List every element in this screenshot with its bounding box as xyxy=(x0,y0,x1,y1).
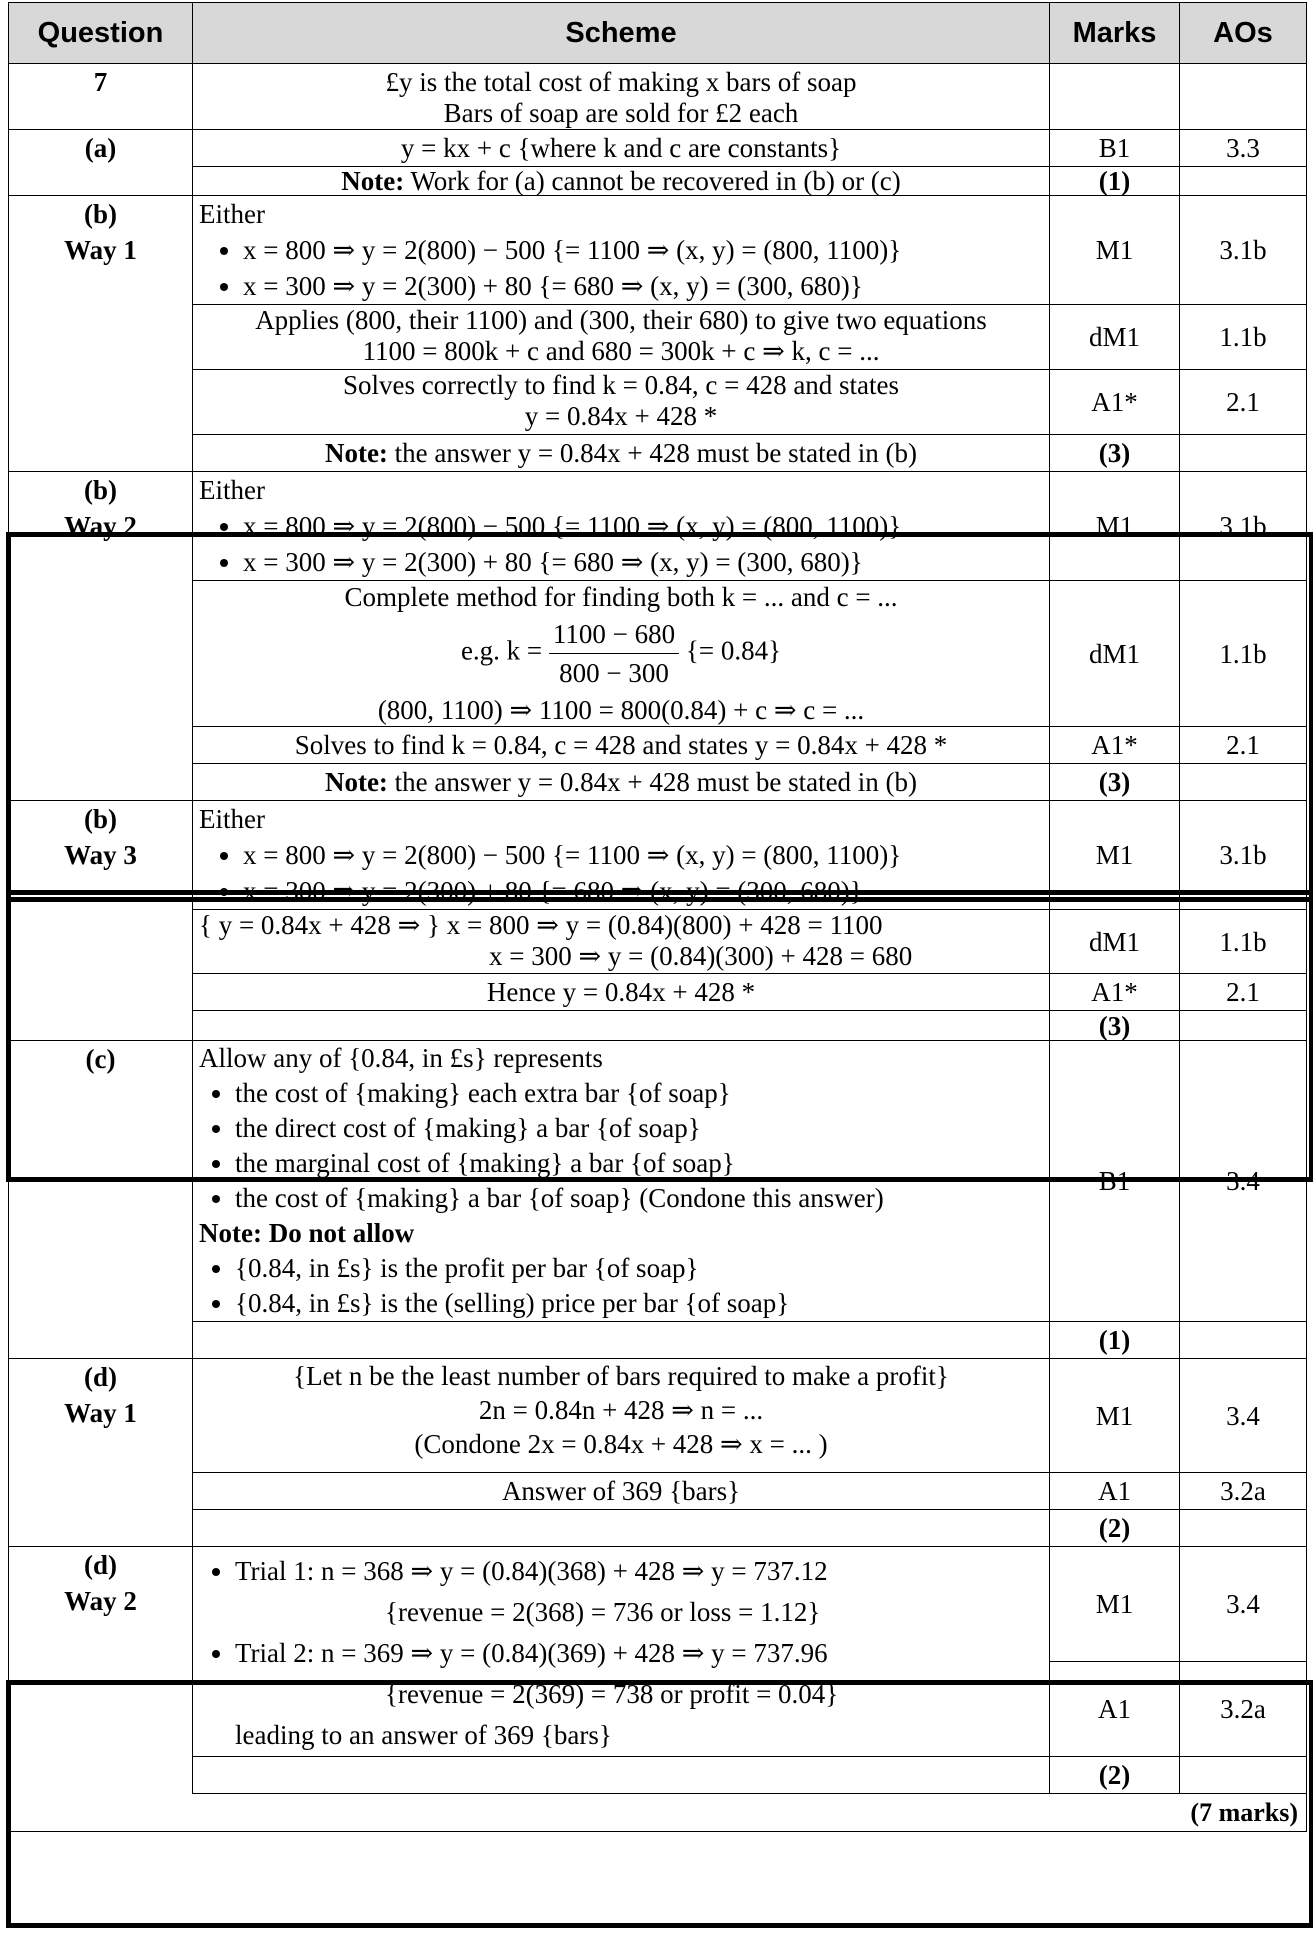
total-marks: (7 marks) xyxy=(9,1794,1307,1832)
scheme-text: { y = 0.84x + 428 ⇒ } x = 800 ⇒ y = (0.84)(800) + 428 = 1100 x = 300 ⇒ y = (0.84)(300) + 428 = 680 xyxy=(193,910,1050,974)
part-label: (b) Way 1 xyxy=(9,196,193,472)
ao: 3.4 xyxy=(1180,1041,1307,1322)
allowed-answer: • the direct cost of {making} a bar {of soap} xyxy=(235,1111,1043,1146)
allowed-answer: • the marginal cost of {making} a bar {of soap} xyxy=(235,1146,1043,1181)
ao: 3.2a xyxy=(1180,1473,1307,1510)
question-header: Question xyxy=(9,3,193,64)
part-label: (c) xyxy=(9,1041,193,1359)
note-label: Note: xyxy=(341,166,405,196)
mark: B1 xyxy=(1050,1041,1180,1322)
mark: M1 xyxy=(1050,1547,1180,1662)
note: Note: the answer y = 0.84x + 428 must be stated in (b) xyxy=(193,435,1050,472)
part-d-way2-row xyxy=(9,1547,1307,1662)
ao: 3.4 xyxy=(1180,1547,1307,1662)
ao: 3.1b xyxy=(1180,801,1307,910)
intro-line: Bars of soap are sold for £2 each xyxy=(443,98,799,128)
marks-header: Marks xyxy=(1050,3,1180,64)
part-a-row xyxy=(9,130,1307,167)
question-number: 7 xyxy=(9,64,193,130)
footer-row xyxy=(9,1794,1307,1832)
scheme-text: Complete method for finding both k = ... and c = ... e.g. k = $\frac{1100 - 680}{800 - 300}$ {= 0.84} (800, 1100) ⇒ 1100 = 800(0.84) + c ⇒ c = ... xyxy=(193,581,1050,727)
scheme-row xyxy=(9,910,1307,974)
ao: 1.1b xyxy=(1180,581,1307,727)
part-b-way1-row xyxy=(9,196,1307,305)
part-d-way1-row xyxy=(9,1359,1307,1473)
subtotal: (2) xyxy=(1050,1757,1180,1794)
question-row xyxy=(9,64,1307,130)
scheme-text: Either • x = 800 ⇒ y = 2(800) − 500 {= 1100 ⇒ (x, y) = (800, 1100)} • x = 300 ⇒ y = 2(300) + 80 {= 680 ⇒ (x, y) = (300, 680)} xyxy=(193,196,1050,305)
part-c-row xyxy=(9,1041,1307,1322)
part-label: (d) Way 1 xyxy=(9,1359,193,1547)
note-row xyxy=(9,167,1307,196)
mark-scheme-table xyxy=(8,2,1307,1832)
scheme-text: Solves to find k = 0.84, c = 428 and states y = 0.84x + 428 * xyxy=(193,727,1050,764)
note-row xyxy=(9,435,1307,472)
scheme-text: • Trial 1: n = 368 ⇒ y = (0.84)(368) + 428 ⇒ y = 737.12 {revenue = 2(368) = 736 or loss = 1.12} • Trial 2: n = 369 ⇒ y = (0.84)(369) + 428 ⇒ y = 737.96 {revenue = 2(369) = 738 or profit = 0.04} leading to an answer of 369 {bars} xyxy=(193,1547,1050,1757)
subtotal: (3) xyxy=(1050,764,1180,801)
mark: A1 xyxy=(1050,1662,1180,1757)
part-b-way2-row xyxy=(9,472,1307,581)
subtotal: (3) xyxy=(1050,435,1180,472)
subtotal: (1) xyxy=(1050,1322,1180,1359)
scheme-text: Answer of 369 {bars} xyxy=(193,1473,1050,1510)
mark: M1 xyxy=(1050,1359,1180,1473)
ao: 3.4 xyxy=(1180,1359,1307,1473)
mark: dM1 xyxy=(1050,581,1180,727)
part-label: (a) xyxy=(9,130,193,167)
note-row xyxy=(9,764,1307,801)
subtotal: (2) xyxy=(1050,1510,1180,1547)
mark: A1 xyxy=(1050,1473,1180,1510)
scheme-text: y = kx + c {where k and c are constants} xyxy=(193,130,1050,167)
scheme-row xyxy=(9,370,1307,435)
part-label: (b) Way 2 xyxy=(9,472,193,801)
disallowed-answer: • {0.84, in £s} is the (selling) price per bar {of soap} xyxy=(235,1286,1043,1321)
total-row xyxy=(9,1510,1307,1547)
mark: B1 xyxy=(1050,130,1180,167)
mark: A1* xyxy=(1050,370,1180,435)
ao: 2.1 xyxy=(1180,727,1307,764)
mark: dM1 xyxy=(1050,910,1180,974)
scheme-row xyxy=(9,1473,1307,1510)
mark: A1* xyxy=(1050,974,1180,1011)
ao: 2.1 xyxy=(1180,370,1307,435)
mark: M1 xyxy=(1050,801,1180,910)
scheme-text: Either • x = 800 ⇒ y = 2(800) − 500 {= 1100 ⇒ (x, y) = (800, 1100)} • x = 300 ⇒ y = 2(300) + 80 {= 680 ⇒ (x, y) = (300, 680)} xyxy=(193,801,1050,910)
total-row xyxy=(9,1757,1307,1794)
total-row xyxy=(9,1011,1307,1041)
scheme-text: Hence y = 0.84x + 428 * xyxy=(193,974,1050,1011)
aos-header: AOs xyxy=(1180,3,1307,64)
total-row xyxy=(9,1322,1307,1359)
scheme-text: {Let n be the least number of bars required to make a profit} 2n = 0.84n + 428 ⇒ n = ... (Condone 2x = 0.84x + 428 ⇒ x = ... ) xyxy=(193,1359,1050,1473)
fraction: $\frac{1100 - 680}{800 - 300}$ xyxy=(549,615,679,692)
subtotal: (1) xyxy=(1050,167,1180,196)
part-b-way3-row xyxy=(9,801,1307,910)
ao: 3.3 xyxy=(1180,130,1307,167)
mark-scheme xyxy=(8,2,1306,1832)
ao: 3.1b xyxy=(1180,196,1307,305)
allowed-answer: • the cost of {making} each extra bar {of soap} xyxy=(235,1076,1043,1111)
ao: 2.1 xyxy=(1180,974,1307,1011)
note: Note: the answer y = 0.84x + 428 must be stated in (b) xyxy=(193,764,1050,801)
mark: M1 xyxy=(1050,196,1180,305)
note xyxy=(193,167,1050,196)
scheme-row xyxy=(9,581,1307,727)
ao: 1.1b xyxy=(1180,305,1307,370)
mark: dM1 xyxy=(1050,305,1180,370)
intro-line: £y is the total cost of making x bars of soap xyxy=(385,67,857,97)
scheme-row xyxy=(9,727,1307,764)
scheme-text: Solves correctly to find k = 0.84, c = 428 and states y = 0.84x + 428 * xyxy=(193,370,1050,435)
ao: 1.1b xyxy=(1180,910,1307,974)
note-text: Work for (a) cannot be recovered in (b) or (c) xyxy=(404,166,901,196)
allowed-answer: • the cost of {making} a bar {of soap} (Condone this answer) xyxy=(235,1181,1043,1216)
part-label: (d) Way 2 xyxy=(9,1547,193,1794)
scheme-row xyxy=(9,974,1307,1011)
ao: 3.1b xyxy=(1180,472,1307,581)
scheme-text: Either • x = 800 ⇒ y = 2(800) − 500 {= 1100 ⇒ (x, y) = (800, 1100)} • x = 300 ⇒ y = 2(300) + 80 {= 680 ⇒ (x, y) = (300, 680)} xyxy=(193,472,1050,581)
header-row xyxy=(9,3,1307,64)
mark: M1 xyxy=(1050,472,1180,581)
disallowed-answer: • {0.84, in £s} is the profit per bar {of soap} xyxy=(235,1251,1043,1286)
subtotal: (3) xyxy=(1050,1011,1180,1041)
scheme-text: Allow any of {0.84, in £s} represents • the cost of {making} each extra bar {of soap} • the direct cost of {making} a bar {of soap} • the marginal cost of {making} a bar {of soap} • the cost of {making} a bar {of soap} (Condone this answer) Note: Do not allow • {0.84, in £s} is the profit per bar {of soap} • {0.84, in £s} is the (selling) price per bar {of soap} xyxy=(193,1041,1050,1322)
scheme-row xyxy=(9,305,1307,370)
scheme-header: Scheme xyxy=(193,3,1050,64)
question-intro xyxy=(193,64,1050,130)
ao: 3.2a xyxy=(1180,1662,1307,1757)
mark: A1* xyxy=(1050,727,1180,764)
part-label: (b) Way 3 xyxy=(9,801,193,1041)
scheme-text: Applies (800, their 1100) and (300, their 680) to give two equations 1100 = 800k + c and 680 = 300k + c ⇒ k, c = ... xyxy=(193,305,1050,370)
